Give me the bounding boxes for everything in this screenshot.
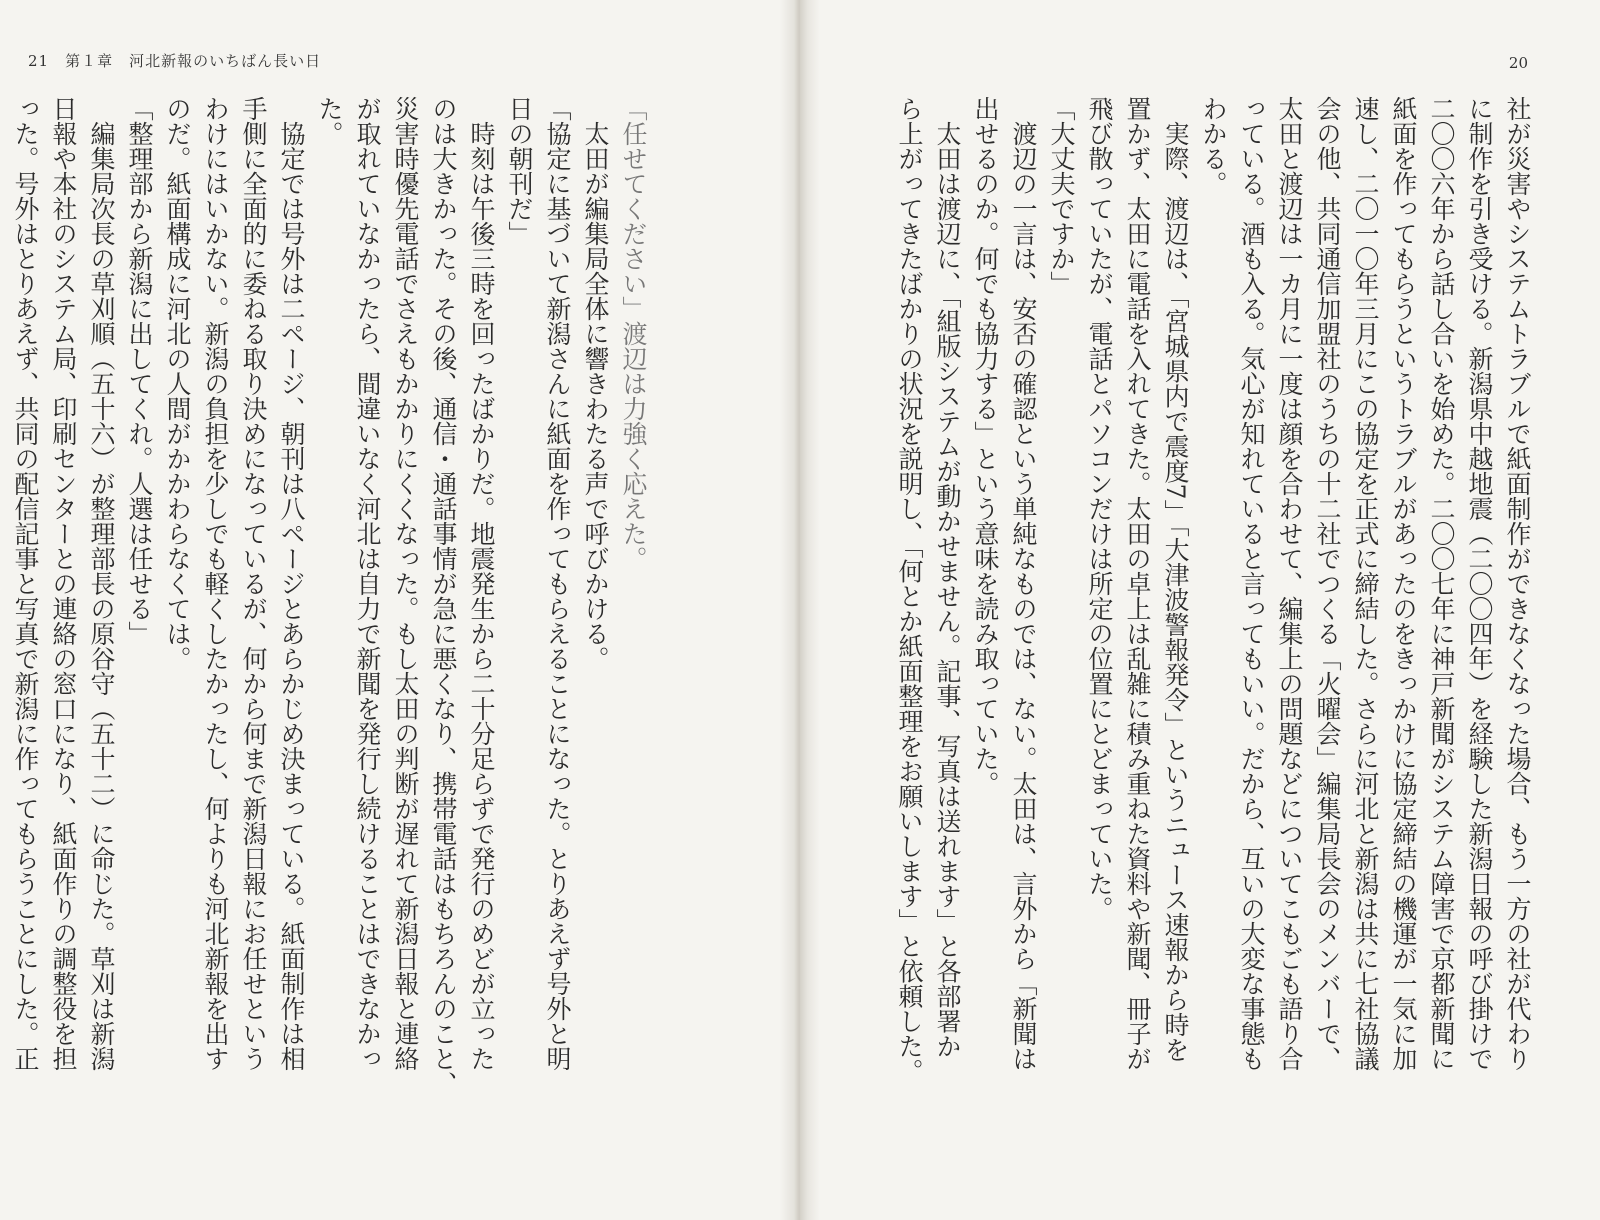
text-line: 二〇〇六年から話し合いを始めた。二〇〇七年に神戸新聞がシステム障害で京都新聞に <box>1427 96 1456 1071</box>
text-line: 時刻は午後三時を回ったばかりだ。地震発生から二十分足らずで発行のめどが立った <box>467 96 496 1071</box>
text-line: わかる。 <box>1199 96 1228 196</box>
right-page-body <box>890 96 1536 1206</box>
text-line: った。号外はとりあえず、共同の配信記事と写真で新潟に作ってもらうことにした。正 <box>11 96 40 1071</box>
text-line: 日報や本社のシステム局、印刷センターとの連絡の窓口になり、紙面作りの調整役を担 <box>49 96 78 1071</box>
text-line: 置かず、太田に電話を入れてきた。太田の卓上は乱雑に積み重ねた資料や新聞、冊子が <box>1123 96 1152 1071</box>
text-line: 速し、二〇一〇年三月にこの協定を正式に締結した。さらに河北と新潟は共に七社協議 <box>1351 96 1380 1071</box>
text-line: 協定では号外は二ページ、朝刊は八ページとあらかじめ決まっている。紙面制作は相 <box>277 96 306 1071</box>
text-line: 「任せてください」渡辺は力強く応えた。 <box>619 96 648 571</box>
text-line: 飛び散っていたが、電話とパソコンだけは所定の位置にとどまっていた。 <box>1085 96 1114 921</box>
text-line: 渡辺の一言は、安否の確認という単純なものでは、ない。太田は、言外から「新聞は <box>1009 96 1038 1071</box>
text-line: のだ。紙面構成に河北の人間がかかわらなくては。 <box>163 96 192 671</box>
text-line: 太田が編集局全体に響きわたる声で呼びかける。 <box>581 96 610 671</box>
page-number: 20 <box>1508 54 1528 72</box>
text-line: のは大きかった。その後、通信・通話事情が急に悪くなり、携帯電話はもちろんのこと、 <box>429 96 458 1096</box>
text-line: 出せるのか。何でも協力する」という意味を読み取っていた。 <box>971 96 1000 796</box>
text-line: 会の他、共同通信加盟社のうちの十二社でつくる「火曜会」編集局長会のメンバーで、 <box>1313 96 1342 1071</box>
running-head: 21 第１章 河北新報のいちばん長い日 <box>28 52 322 70</box>
text-line: 紙面を作ってもらうというトラブルがあったのをきっかけに協定締結の機運が一気に加 <box>1389 96 1418 1071</box>
text-line: 実際、渡辺は、「宮城県内で震度7」「大津波警報発令」というニュース速報から時を <box>1161 96 1190 1062</box>
text-line: 「大丈夫ですか」 <box>1047 96 1076 296</box>
right-page <box>820 0 1600 1220</box>
text-line: 社が災害やシステムトラブルで紙面制作ができなくなった場合、もう一方の社が代わり <box>1503 96 1532 1071</box>
text-line: が取れていなかったら、間違いなく河北は自力で新聞を発行し続けることはできなかっ <box>353 96 382 1071</box>
text-line: 編集局次長の草刈順（五十六）が整理部長の原谷守（五十二）に命じた。草刈は新潟 <box>87 96 116 1071</box>
left-page-body <box>6 96 652 1206</box>
text-line: 手側に全面的に委ねる取り決めになっているが、何から何まで新潟日報にお任せという <box>239 96 268 1071</box>
text-line: っている。酒も入る。気心が知れていると言ってもいい。だから、互いの大変な事態も <box>1237 96 1266 1071</box>
text-line: 「整理部から新潟に出してくれ。人選は任せる」 <box>125 96 154 646</box>
text-line: ら上がってきたばかりの状況を説明し、「何とか紙面整理をお願いします」と依頼した。 <box>895 96 924 1084</box>
left-page <box>0 0 780 1220</box>
text-line: わけにはいかない。新潟の負担を少しでも軽くしたかったし、何よりも河北新報を出す <box>201 96 230 1071</box>
text-line: 「協定に基づいて新潟さんに紙面を作ってもらえることになった。とりあえず号外と明 <box>543 96 572 1071</box>
text-line: 日の朝刊だ」 <box>505 96 534 246</box>
text-line: に制作を引き受ける。新潟県中越地震（二〇〇四年）を経験した新潟日報の呼び掛けで <box>1465 96 1494 1071</box>
book-gutter <box>780 0 820 1220</box>
text-line: 太田は渡辺に、「組版システムが動かせません。記事、写真は送れます」と各部署か <box>933 96 962 1059</box>
text-line: 太田と渡辺は一カ月に一度は顔を合わせて、編集上の問題などについてこもごも語り合 <box>1275 96 1304 1071</box>
text-line: た。 <box>315 96 344 146</box>
text-line: 災害時優先電話でさえもかかりにくくなった。もし太田の判断が遅れて新潟日報と連絡 <box>391 96 420 1071</box>
